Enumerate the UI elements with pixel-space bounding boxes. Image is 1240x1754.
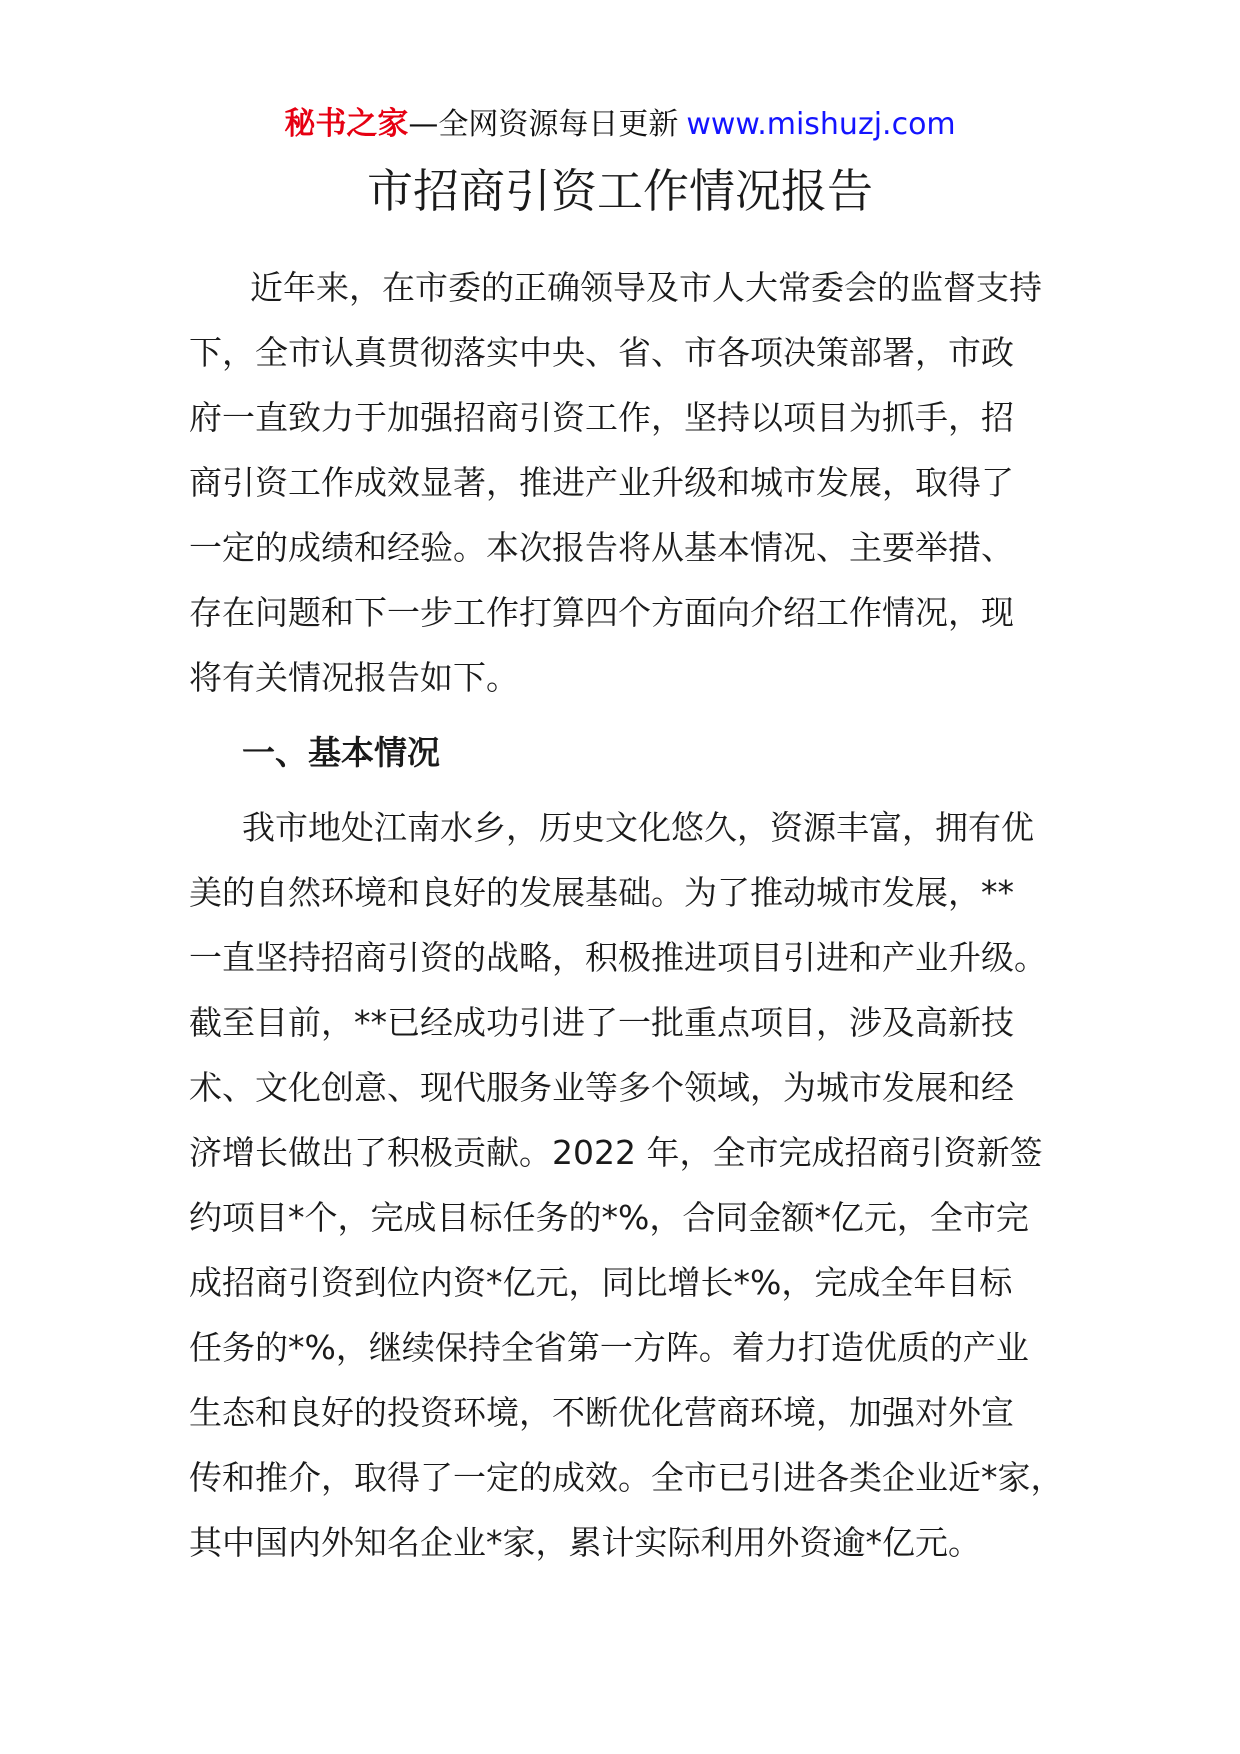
brand-name: 秘书之家 — [284, 106, 409, 142]
paragraph-line: 我市地处江南水乡，历史文化悠久，资源丰富，拥有优 — [242, 808, 1034, 847]
paragraph-line: 济增长做出了积极贡献。2022 年，全市完成招商引资新签 — [189, 1133, 1043, 1172]
paragraph-line: 传和推介，取得了一定的成效。全市已引进各类企业近*家， — [189, 1458, 1064, 1497]
header-slogan: —全网资源每日更新 — [408, 107, 679, 142]
paragraph-line: 一定的成绩和经验。本次报告将从基本情况、主要举措、 — [189, 528, 1014, 567]
paragraph-line: 术、文化创意、现代服务业等多个领域，为城市发展和经 — [189, 1068, 1014, 1107]
paragraph-line: 府一直致力于加强招商引资工作，坚持以项目为抓手，招 — [189, 398, 1014, 437]
paragraph-line: 美的自然环境和良好的发展基础。为了推动城市发展，** — [189, 873, 1014, 912]
site-header — [0, 104, 1240, 144]
section-heading: 一、基本情况 — [242, 733, 440, 772]
paragraph-line: 下，全市认真贯彻落实中央、省、市各项决策部署，市政 — [189, 333, 1014, 372]
paragraph-line: 成招商引资到位内资*亿元，同比增长*%，完成全年目标 — [189, 1263, 1013, 1302]
paragraph-line: 存在问题和下一步工作打算四个方面向介绍工作情况，现 — [189, 593, 1014, 632]
intro-paragraph — [189, 255, 1089, 710]
site-url: www.mishuzj.com — [686, 107, 956, 142]
document-body — [189, 255, 1089, 1575]
paragraph-line: 将有关情况报告如下。 — [189, 658, 519, 697]
section1-paragraph — [189, 795, 1089, 1575]
paragraph-line: 其中国内外知名企业*家，累计实际利用外资逾*亿元。 — [189, 1523, 981, 1562]
document-title: 市招商引资工作情况报告 — [367, 164, 873, 218]
paragraph-line: 一直坚持招商引资的战略，积极推进项目引进和产业升级。 — [189, 938, 1047, 977]
paragraph-line: 生态和良好的投资环境，不断优化营商环境，加强对外宣 — [189, 1393, 1014, 1432]
paragraph-line: 截至目前，**已经成功引进了一批重点项目，涉及高新技 — [189, 1003, 1014, 1042]
paragraph-line: 近年来，在市委的正确领导及市人大常委会的监督支持 — [250, 268, 1042, 307]
paragraph-line: 约项目*个，完成目标任务的*%，合同金额*亿元，全市完 — [189, 1198, 1029, 1237]
paragraph-line: 商引资工作成效显著，推进产业升级和城市发展，取得了 — [189, 463, 1014, 502]
paragraph-line: 任务的*%，继续保持全省第一方阵。着力打造优质的产业 — [189, 1328, 1029, 1367]
